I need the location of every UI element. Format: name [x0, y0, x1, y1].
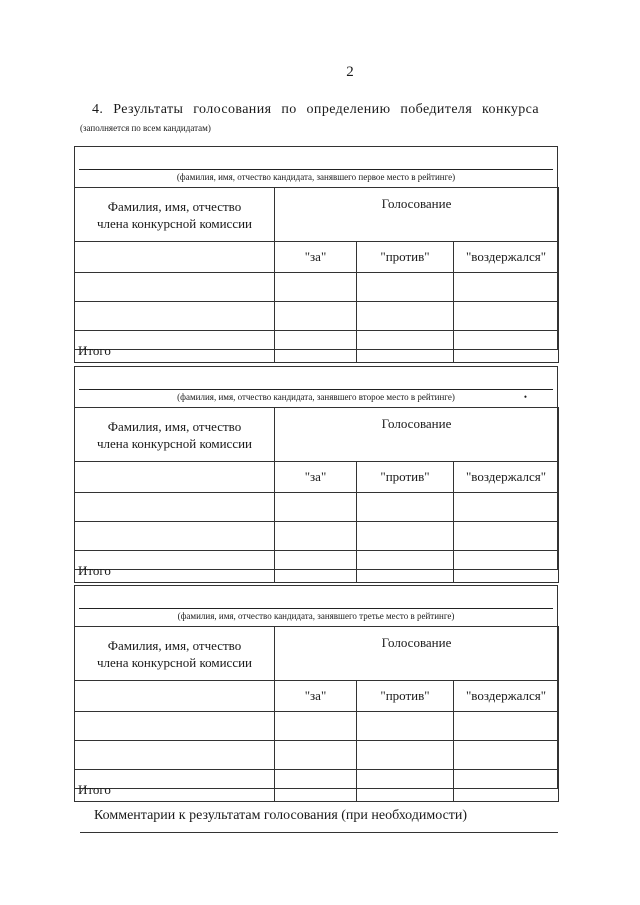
candidate-block-second: [74, 366, 558, 578]
voting-header: Голосование: [275, 627, 559, 681]
total-cell[interactable]: [275, 551, 357, 583]
candidate-name-caption: (фамилия, имя, отчество кандидата, занявшего первое место в рейтинге): [176, 172, 456, 182]
candidate-name-caption: (фамилия, имя, отчество кандидата, занявшего третье место в рейтинге): [177, 611, 455, 621]
option-for-header: "за": [275, 462, 357, 493]
vote-cell[interactable]: [454, 522, 559, 551]
vote-cell[interactable]: [275, 522, 357, 551]
member-name-cell[interactable]: [75, 493, 275, 522]
vote-cell[interactable]: [357, 741, 454, 770]
vote-cell[interactable]: [454, 712, 559, 741]
candidate-name-field[interactable]: [79, 608, 553, 609]
stray-mark: •: [523, 392, 527, 402]
member-name-cell[interactable]: [75, 273, 275, 302]
total-cell[interactable]: [357, 770, 454, 802]
member-label-line2: члена конкурсной комиссии: [97, 654, 252, 670]
vote-cell[interactable]: [275, 741, 357, 770]
member-label-line2: члена конкурсной комиссии: [97, 435, 252, 451]
section-heading: 4. Результаты голосования по определению победителя конкурса: [92, 102, 540, 117]
option-against-header: "против": [357, 681, 454, 712]
total-label: Итого: [75, 551, 275, 583]
vote-cell[interactable]: [275, 273, 357, 302]
member-label-line2: члена конкурсной комиссии: [97, 215, 252, 231]
option-for-header: "за": [275, 242, 357, 273]
vote-cell[interactable]: [357, 493, 454, 522]
option-for-header: "за": [275, 681, 357, 712]
member-label-line1: Фамилия, имя, отчество: [107, 198, 242, 214]
vote-cell[interactable]: [357, 273, 454, 302]
candidate-block-first: [74, 146, 558, 358]
vote-cell[interactable]: [275, 493, 357, 522]
candidate-name-caption: (фамилия, имя, отчество кандидата, занявшего второе место в рейтинге): [177, 392, 455, 402]
total-label: Итого: [75, 770, 275, 802]
section-heading-note: (заполняется по всем кандидатам): [80, 123, 211, 133]
vote-cell[interactable]: [357, 522, 454, 551]
member-name-cell[interactable]: [75, 741, 275, 770]
total-cell[interactable]: [454, 770, 559, 802]
member-name-cell[interactable]: [75, 522, 275, 551]
voting-table: [74, 407, 559, 583]
option-abstain-header: "воздержался": [454, 242, 559, 273]
option-against-header: "против": [357, 462, 454, 493]
total-cell[interactable]: [275, 331, 357, 363]
voting-header: Голосование: [275, 188, 559, 242]
candidate-name-field[interactable]: [79, 389, 553, 390]
vote-cell[interactable]: [454, 273, 559, 302]
member-label-line1: Фамилия, имя, отчество: [107, 418, 242, 434]
option-against-header: "против": [357, 242, 454, 273]
member-name-header: [75, 408, 275, 462]
vote-cell[interactable]: [275, 712, 357, 741]
member-name-header: [75, 188, 275, 242]
total-cell[interactable]: [454, 551, 559, 583]
vote-cell[interactable]: [454, 741, 559, 770]
vote-cell[interactable]: [357, 302, 454, 331]
member-name-cell[interactable]: [75, 302, 275, 331]
vote-cell[interactable]: [454, 302, 559, 331]
member-name-header: [75, 627, 275, 681]
vote-cell[interactable]: [357, 712, 454, 741]
voting-table: [74, 187, 559, 363]
member-label-line1: Фамилия, имя, отчество: [107, 637, 242, 653]
candidate-block-third: [74, 585, 558, 797]
vote-cell[interactable]: [454, 493, 559, 522]
member-name-cell[interactable]: [75, 462, 275, 493]
comments-field[interactable]: [80, 832, 558, 833]
total-cell[interactable]: [275, 770, 357, 802]
total-label: Итого: [75, 331, 275, 363]
page-number: 2: [346, 64, 354, 80]
option-abstain-header: "воздержался": [454, 462, 559, 493]
member-name-cell[interactable]: [75, 242, 275, 273]
candidate-name-field[interactable]: [79, 169, 553, 170]
total-cell[interactable]: [454, 331, 559, 363]
member-name-cell[interactable]: [75, 681, 275, 712]
total-cell[interactable]: [357, 551, 454, 583]
comments-label: Комментарии к результатам голосования (при необходимости): [94, 808, 468, 823]
vote-cell[interactable]: [275, 302, 357, 331]
voting-table: [74, 626, 559, 802]
voting-header: Голосование: [275, 408, 559, 462]
member-name-cell[interactable]: [75, 712, 275, 741]
total-cell[interactable]: [357, 331, 454, 363]
option-abstain-header: "воздержался": [454, 681, 559, 712]
